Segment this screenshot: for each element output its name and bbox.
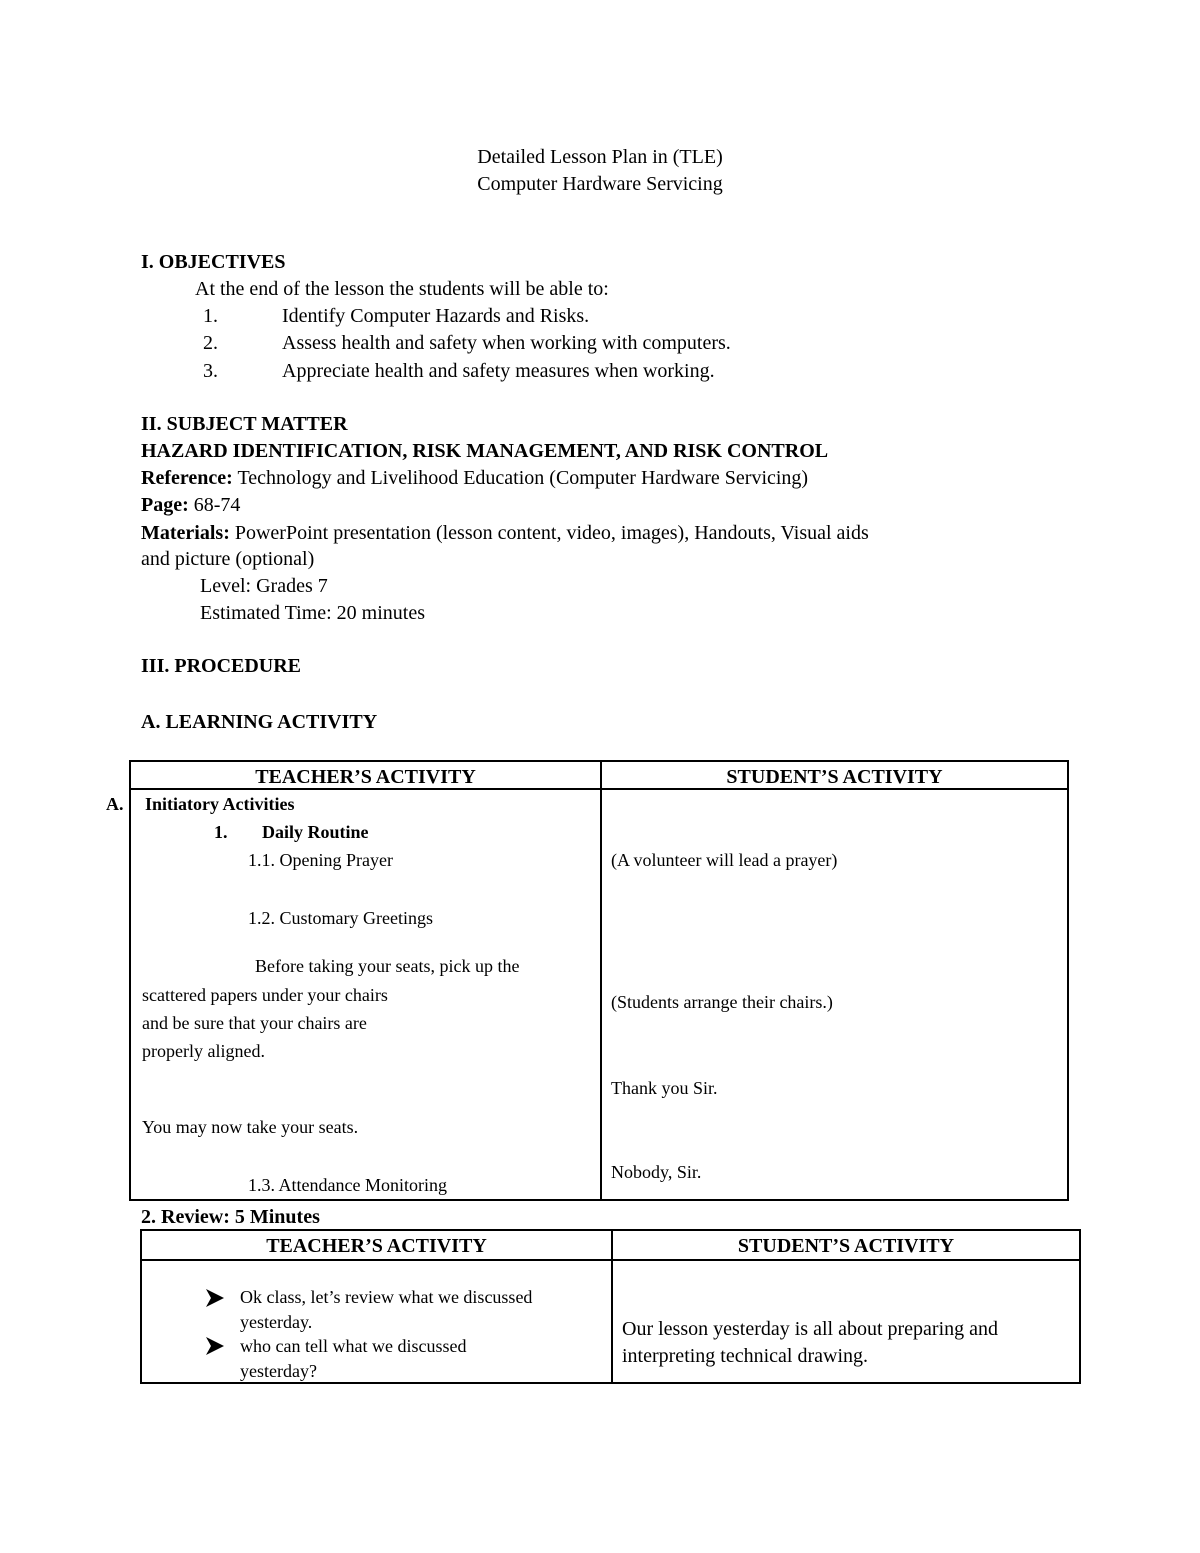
objective-number: 3. (203, 360, 218, 382)
materials-line (141, 520, 869, 547)
objective-item: Identify Computer Hazards and Risks. (282, 305, 590, 327)
teacher-activity-header: TEACHER’S ACTIVITY (266, 1235, 487, 1257)
materials-continued: and picture (optional) (141, 548, 315, 570)
materials-value: PowerPoint presentation (lesson content, video, images), Handouts, Visual aids (234, 522, 869, 544)
review-table (140, 1229, 1081, 1384)
review-bullet: who can tell what we discussed (240, 1336, 467, 1356)
student-response: Nobody, Sir. (611, 1162, 702, 1182)
attendance-monitoring: 1.3. Attendance Monitoring (248, 1175, 447, 1195)
reference-line (141, 465, 808, 492)
initiatory-activities: Initiatory Activities (145, 794, 295, 814)
student-response: Thank you Sir. (611, 1078, 718, 1098)
learning-activity-table (106, 760, 1069, 1201)
teacher-instruction: properly aligned. (142, 1041, 265, 1061)
column-divider (600, 762, 602, 1199)
teacher-instruction: You may now take your seats. (142, 1117, 359, 1137)
routine-number: 1. (214, 822, 228, 842)
customary-greetings: 1.2. Customary Greetings (248, 908, 433, 928)
page-value: 68-74 (193, 494, 241, 516)
opening-prayer: 1.1. Opening Prayer (248, 850, 393, 870)
subject-topic: HAZARD IDENTIFICATION, RISK MANAGEMENT, AND RISK CONTROL (141, 440, 829, 462)
page-label: Page: (141, 494, 189, 516)
student-activity-header: STUDENT’S ACTIVITY (737, 1235, 955, 1257)
level-line: Level: Grades 7 (200, 575, 328, 597)
materials-label: Materials: (141, 522, 230, 544)
reference-label: Reference: (141, 467, 233, 489)
teacher-instruction: scattered papers under your chairs (142, 985, 388, 1005)
objective-number: 1. (203, 305, 218, 327)
subject-matter-heading: II. SUBJECT MATTER (141, 413, 348, 435)
procedure-heading: III. PROCEDURE (141, 655, 302, 677)
review-bullet: Ok class, let’s review what we discussed (240, 1287, 533, 1307)
time-line: Estimated Time: 20 minutes (200, 602, 426, 624)
review-answer: interpreting technical drawing. (622, 1345, 869, 1367)
row-marker: A. (106, 794, 124, 814)
review-bullet-cont: yesterday. (240, 1312, 313, 1332)
document-subtitle: Computer Hardware Servicing (477, 173, 723, 195)
objectives-intro: At the end of the lesson the students will be able to: (195, 278, 609, 300)
objective-item: Assess health and safety when working with computers. (282, 332, 731, 354)
student-response: (Students arrange their chairs.) (611, 992, 833, 1012)
student-response: (A volunteer will lead a prayer) (611, 850, 838, 870)
review-answer: Our lesson yesterday is all about preparing and (622, 1318, 999, 1340)
review-heading: 2. Review: 5 Minutes (141, 1206, 320, 1228)
arrow-bullet-icon (204, 1335, 226, 1357)
teacher-instruction: Before taking your seats, pick up the (255, 956, 520, 976)
document-title: Detailed Lesson Plan in (TLE) (477, 146, 723, 168)
daily-routine: Daily Routine (262, 822, 369, 842)
reference-value: Technology and Livelihood Education (Computer Hardware Servicing) (237, 467, 809, 489)
page-line (141, 492, 240, 519)
arrow-bullet-icon (204, 1287, 226, 1309)
learning-activity-heading: A. LEARNING ACTIVITY (141, 711, 378, 733)
objective-item: Appreciate health and safety measures when working. (282, 360, 715, 382)
teacher-instruction: and be sure that your chairs are (142, 1013, 367, 1033)
objective-number: 2. (203, 332, 218, 354)
objectives-heading: I. OBJECTIVES (141, 251, 286, 273)
teacher-activity-header: TEACHER’S ACTIVITY (255, 766, 476, 788)
student-activity-header: STUDENT’S ACTIVITY (726, 766, 943, 788)
review-bullet-cont: yesterday? (240, 1361, 317, 1381)
